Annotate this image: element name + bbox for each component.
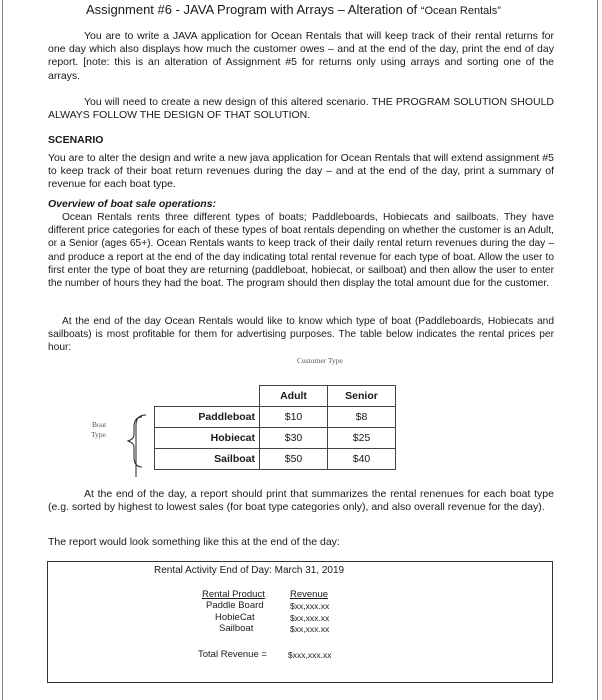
overview-heading: Overview of boat sale operations: [48,198,217,210]
report-title: Rental Activity End of Day: March 31, 2019 [154,565,345,576]
senior-column-header: Senior [328,386,396,407]
scenario-heading: SCENARIO [48,134,104,146]
report-revenue-value: $xx,xxx.xx [290,624,330,634]
title-quoted: “Ocean Rentals” [420,5,501,17]
senior-price-cell: $40 [328,449,396,470]
report-product-header: Rental Product [202,589,265,600]
report-product-name: HobieCat [215,612,255,623]
rates-corner-cell [155,386,260,407]
boat-name-cell: Hobiecat [155,428,260,449]
outer-bracket [136,415,146,477]
report-description-paragraph: At the end of the day, a report should print that summarizes the rental renenues for each boat type (e.g. sorted by highest to lowest sales (for boat type categories only), and also overall revenue for the day). [48,488,554,514]
curly-brace [128,417,142,467]
boat-type-brackets [110,395,160,485]
adult-price-cell: $50 [260,449,328,470]
report-intro-line: The report would look something like this at the end of the day: [48,536,340,548]
table-row [155,407,396,428]
left-border-line [2,0,3,700]
end-of-day-paragraph: At the end of the day Ocean Rentals would like to know which type of boat (Paddleboards, Hobiecats and sailboats) is most profitable for them for advertising purposes. The table below indicates the rental prices per hour: [48,316,554,354]
report-revenue-value: $xx,xxx.xx [290,601,330,611]
title-main: Assignment #6 - JAVA Program with Arrays – Alteration of [86,2,421,17]
adult-column-header: Adult [260,386,328,407]
customer-type-label: Customer Type [297,356,343,365]
boat-name-cell: Paddleboat [155,407,260,428]
report-revenue-value: $xx,xxx.xx [290,613,330,623]
report-revenue-header: Revenue [290,589,329,600]
table-row [155,449,396,470]
overview-paragraph: Ocean Rentals rents three different types of boats; Paddleboards, Hobiecats and sailboats. They have different price categories for each of these types of boat rentals depending on whether the customer is an Adult, or a Senior (ages 65+). Ocean Rentals wants to keep track of their daily rental return revenues during the day – and produce a report at the end of the day indicating total rental revenue for each type of boat. Allow the user to first enter the type of boat they are returning (paddleboat, hobiecat, or sailboat) and then allow the user to enter the number of hours they had the boat. The program should then display the total amount due for the customer. [48,212,554,290]
report-product-name: Paddle Board [206,600,264,611]
senior-price-cell: $8 [328,407,396,428]
adult-price-cell: $30 [260,428,328,449]
boat-type-label-2: Type [91,430,106,439]
intro-paragraph: You are to write a JAVA application for Ocean Rentals that will keep track of their rental returns for one day which also displays how much the customer owes – and at the end of the day, print the end of day report. [note: this is an alteration of Assignment #5 for returns only using arrays and sorting one of the arrays. [48,30,554,82]
rental-rates-table [154,385,396,470]
report-product-name: Sailboat [219,623,254,634]
sample-report-box [47,561,553,683]
senior-price-cell: $25 [328,428,396,449]
right-border-line [597,0,598,700]
assignment-title [86,2,501,17]
rates-header-row [155,386,396,407]
adult-price-cell: $10 [260,407,328,428]
boat-type-label-1: Boat [92,420,107,429]
table-row [155,428,396,449]
report-total-value: $xxx,xxx.xx [288,650,332,660]
report-total-label: Total Revenue = [198,649,267,660]
design-note-paragraph: You will need to create a new design of this altered scenario. THE PROGRAM SOLUTION SHOULD ALWAYS FOLLOW THE DESIGN OF THAT SOLUTION. [48,96,554,122]
scenario-paragraph: You are to alter the design and write a new java application for Ocean Rentals that will extend assignment #5 to keep track of their boat return revenues during the day – and at the end of the day, print a summary of revenue for each boat type. [48,152,554,191]
boat-name-cell: Sailboat [155,449,260,470]
